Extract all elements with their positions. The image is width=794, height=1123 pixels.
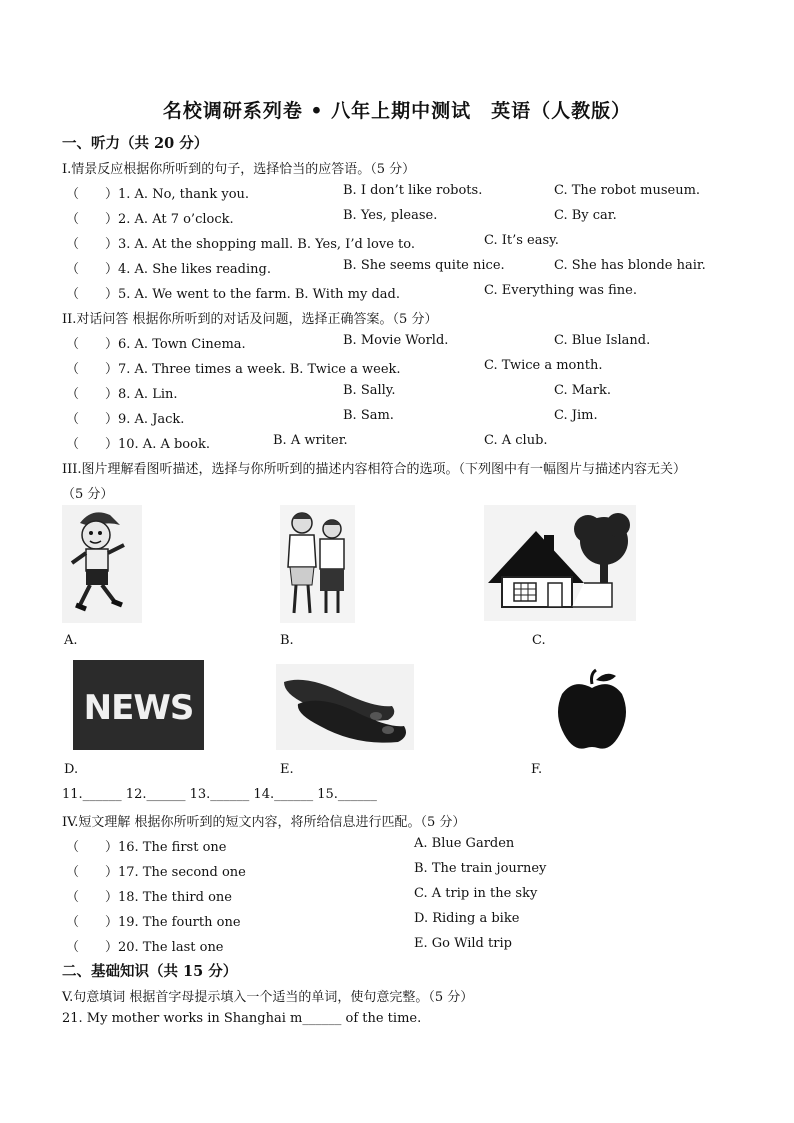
question-17: （ ）17. The second one bbox=[66, 865, 246, 880]
match-option-b: B. The train journey bbox=[414, 861, 547, 876]
section-1-heading: 一、听力（共 20 分） bbox=[62, 135, 209, 152]
question-21: 21. My mother works in Shanghai m______ of the time. bbox=[62, 1011, 422, 1026]
question-1: （ ）1. A. No, thank you. bbox=[66, 187, 250, 202]
question-3: （ ）3. A. At the shopping mall. B. Yes, I’d love to. bbox=[66, 237, 416, 252]
question-6-option-b: B. Movie World. bbox=[343, 333, 449, 348]
picture-e-label: E. bbox=[280, 762, 294, 777]
picture-d-news bbox=[73, 660, 204, 750]
match-option-a: A. Blue Garden bbox=[414, 836, 515, 851]
question-10: （ ）10. A. A book. bbox=[66, 437, 210, 452]
section-2-heading: 二、基础知识（共 15 分） bbox=[62, 963, 238, 980]
question-19: （ ）19. The fourth one bbox=[66, 915, 241, 930]
picture-e-shoes bbox=[276, 664, 414, 750]
question-2-option-c: C. By car. bbox=[554, 208, 617, 223]
part-4-instruction: IV.短文理解 根据你所听到的短文内容，将所给信息进行匹配。（5 分） bbox=[62, 815, 466, 830]
question-10-option-c: C. A club. bbox=[484, 433, 548, 448]
picture-a-running-boy bbox=[62, 505, 142, 623]
question-9: （ ）9. A. Jack. bbox=[66, 412, 185, 427]
question-7: （ ）7. A. Three times a week. B. Twice a week. bbox=[66, 362, 401, 377]
question-16: （ ）16. The first one bbox=[66, 840, 227, 855]
picture-b-label: B. bbox=[280, 633, 294, 648]
part-1-instruction: I.情景反应根据你所听到的句子，选择恰当的应答语。（5 分） bbox=[62, 162, 416, 177]
question-6: （ ）6. A. Town Cinema. bbox=[66, 337, 246, 352]
part-2-instruction: II.对话问答 根据你所听到的对话及问题，选择正确答案。（5 分） bbox=[62, 312, 438, 327]
page-title: 名校调研系列卷 • 八年上期中测试 英语（人教版） bbox=[162, 100, 632, 122]
question-20: （ ）20. The last one bbox=[66, 940, 224, 955]
question-9-option-c: C. Jim. bbox=[554, 408, 598, 423]
question-4: （ ）4. A. She likes reading. bbox=[66, 262, 271, 277]
match-option-c: C. A trip in the sky bbox=[414, 886, 538, 901]
answer-blanks-11-15: 11.______ 12.______ 13.______ 14.______ 15.______ bbox=[62, 787, 377, 802]
question-5-option-c: C. Everything was fine. bbox=[484, 283, 637, 298]
question-8: （ ）8. A. Lin. bbox=[66, 387, 178, 402]
picture-f-label: F. bbox=[531, 762, 543, 777]
question-8-option-b: B. Sally. bbox=[343, 383, 396, 398]
part-3-instruction: III.图片理解看图听描述，选择与你所听到的描述内容相符合的选项。（下列图中有一幅图片与描述内容无关） bbox=[62, 462, 687, 477]
question-4-option-b: B. She seems quite nice. bbox=[343, 258, 505, 273]
question-5: （ ）5. A. We went to the farm. B. With my dad. bbox=[66, 287, 401, 302]
question-1-option-c: C. The robot museum. bbox=[554, 183, 701, 198]
question-2: （ ）2. A. At 7 o’clock. bbox=[66, 212, 234, 227]
part-3-instruction-score: （5 分） bbox=[62, 487, 114, 502]
part-5-instruction: V.句意填词 根据首字母提示填入一个适当的单词，使句意完整。（5 分） bbox=[62, 990, 474, 1005]
match-option-d: D. Riding a bike bbox=[414, 911, 520, 926]
question-10-option-b: B. A writer. bbox=[273, 433, 348, 448]
question-9-option-b: B. Sam. bbox=[343, 408, 394, 423]
news-text: NEWS bbox=[83, 688, 194, 728]
question-3-option-c: C. It’s easy. bbox=[484, 233, 559, 248]
picture-b-two-children bbox=[280, 505, 355, 623]
picture-c-house bbox=[484, 505, 636, 621]
picture-f-apple bbox=[554, 668, 630, 754]
question-6-option-c: C. Blue Island. bbox=[554, 333, 651, 348]
question-4-option-c: C. She has blonde hair. bbox=[554, 258, 706, 273]
question-8-option-c: C. Mark. bbox=[554, 383, 612, 398]
question-18: （ ）18. The third one bbox=[66, 890, 232, 905]
question-1-option-b: B. I don’t like robots. bbox=[343, 183, 483, 198]
question-7-option-c: C. Twice a month. bbox=[484, 358, 603, 373]
question-2-option-b: B. Yes, please. bbox=[343, 208, 438, 223]
picture-a-label: A. bbox=[64, 633, 78, 648]
picture-c-label: C. bbox=[532, 633, 546, 648]
picture-d-label: D. bbox=[64, 762, 79, 777]
match-option-e: E. Go Wild trip bbox=[414, 936, 512, 951]
